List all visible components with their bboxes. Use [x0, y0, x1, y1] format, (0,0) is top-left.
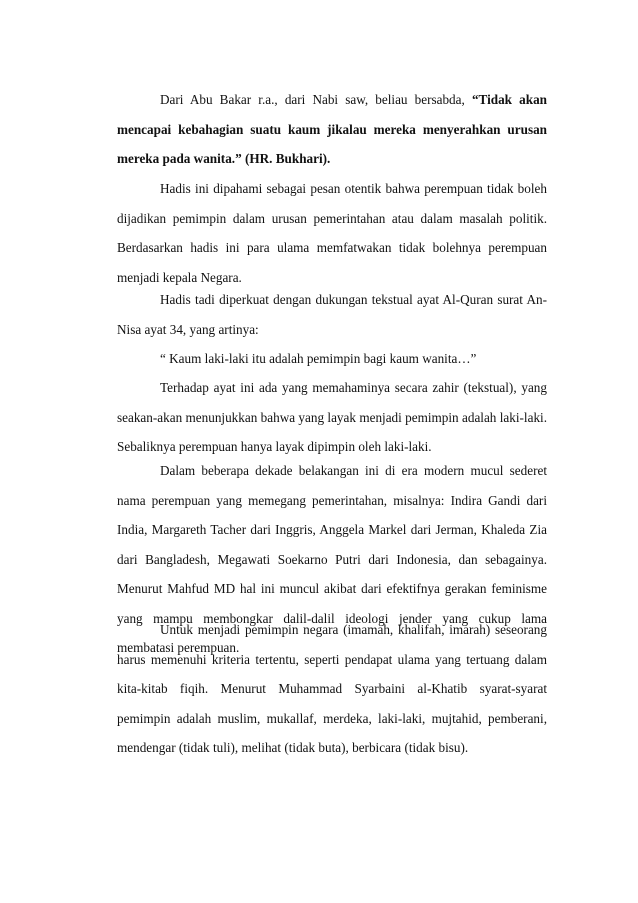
paragraph-interpretation: [117, 174, 547, 292]
hadith-quote-text: “Tidak akan mencapai kebahagian suatu kaum jikalau mereka menyerahkan urusan mereka pada wanita.” (HR. Bukhari).: [117, 92, 547, 166]
paragraph-leader-criteria-text: Untuk menjadi pemimpin negara (imamah, khalifah, imarah) seseorang harus memenuhi kriteria tertentu, seperti pendapat ulama yang tertuang dalam kita-kitab fiqih. Menurut Muhammad Syarbaini al-Khatib syarat-syarat pemimpin adalah muslim, mukallaf, merdeka, laki-laki, mujtahid, pemberani, mendengar (tidak tuli), melihat (tidak buta), berbicara (tidak bisu).: [117, 622, 547, 755]
paragraph-textual-reading: [117, 373, 547, 462]
paragraph-hadith: [117, 85, 547, 174]
quran-quote: “ Kaum laki-laki itu adalah pemimpin bagi kaum wanita…”: [160, 351, 477, 366]
paragraph-quran-support: [117, 285, 547, 374]
paragraph-leader-criteria: [117, 615, 547, 763]
paragraph-interpretation-text: Hadis ini dipahami sebagai pesan otentik bahwa perempuan tidak boleh dijadikan pemimpin dalam urusan pemerintahan atau dalam masalah politik. Berdasarkan hadis ini para ulama memfatwakan tidak bolehnya perempuan menjadi kepala Negara.: [117, 181, 547, 285]
paragraph-modern-leaders-text: Dalam beberapa dekade belakangan ini di era modern mucul sederet nama perempuan yang memegang pemerintahan, misalnya: Indira Gandi dari India, Margareth Tacher dari Inggris, Anggela Markel dari Jerman, Khaleda Zia dari Bangladesh, Megawati Soekarno Putri dari Indonesia, dan sebagainya. Menurut Mahfud MD hal ini muncul akibat dari efektifnya gerakan feminisme yang mampu membongkar dalil-dalil ideologi jender yang cukup lama membatasi perempuan.: [117, 463, 547, 655]
paragraph-hadith-text: [117, 85, 547, 174]
paragraph-textual-reading-text: Terhadap ayat ini ada yang memahaminya secara zahir (tekstual), yang seakan-akan menunjukkan bahwa yang layak menjadi pemimpin adalah laki-laki. Sebaliknya perempuan hanya layak dipimpin oleh laki-laki.: [117, 380, 547, 454]
paragraph-quran-support-text: Hadis tadi diperkuat dengan dukungan tekstual ayat Al-Quran surat An-Nisa ayat 34, yang artinya:: [117, 292, 547, 337]
hadith-intro-text: Dari Abu Bakar r.a., dari Nabi saw, beliau bersabda,: [160, 92, 472, 107]
